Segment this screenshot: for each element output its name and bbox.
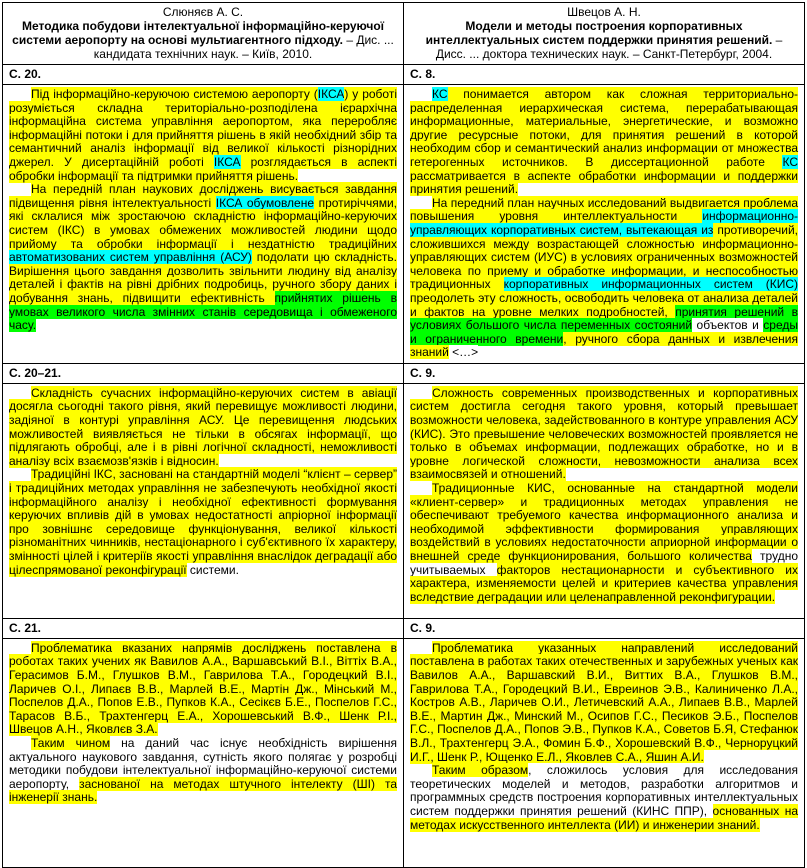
highlight-yellow: Традиційні ІКС, засновані на стандартній моделі “клієнт – сервер” і традиційних методах управління не забезпечують необхідної якості інформаційного аналізу і необхідної ефективності формування керуючих впливів дій в умовах недостатності апріорної інформації про зовнішнє середовище функціонування, великої кількості різноманітних чинників, нестаціонарного і суб'єктивного їх характеру, змінності цілей і критеріїв якості управління внаслідок деградації або цілеспрямованої реконфігурації [9, 467, 397, 577]
highlight-yellow: Складність сучасних інформаційно-керуючих систем в авіації досягла сьогодні такого рівня, який перевищує можливості людини, задіяної в контурі управління АСУ. Це перевищення людських можливостей виявляється не тільки в обсягах інформації, що підлягають обробці, але і в рівні логічної складності, неможливості аналізу всіх взаємозв'язків і відносин. [9, 385, 397, 468]
highlight-yellow: протиріччями, які склалися між зростаючою складністю інформаційно-керуючих систем (ІКС) в умовах обмежених можливостей людини щодо прийому та обробки інформації і нездатністю традиційних [9, 195, 397, 251]
paragraph [410, 387, 798, 482]
highlight-yellow: Проблематика вказаних напрямів досліджень поставлена в роботах таких учених як Вавилов А.А., Варшавський В.І., Віттіх В.А., Герасимов Б.М., Глушков В.М., Гаврилова Т.А., Городецкий В.І., Ларичев О.І., Липаєв В.В., Марлей В.Е., Мартін Дж., Мінський М., Поспелов Д.А., Попов Е.В., Пупков К.А., Сесікєв Б.Е., Поспелов Г.С., Тарасов В.Б., Трахтенгерц Е.А., Хорошевський В.Ф., Шенк Р.І., Швецов А.Н., Яковлєв З.А. [9, 640, 397, 737]
right-page-ref: С. 9. [404, 618, 805, 638]
paragraph [410, 197, 798, 360]
paragraph [9, 468, 397, 577]
plain-text: <…> [448, 345, 479, 360]
highlight-cyan: информационно-управляющих корпоративных систем, вытекающая из [410, 209, 798, 237]
left-title: Методика побудови інтелектуальної інформаційно-керуючої системи аеропорту на основі мультиагентного підходу. [12, 19, 385, 47]
highlight-yellow: Сложность современных производственных и корпоративных систем достигла сегодня такого уровня, который превышает возможности человека, задействованного в контуре управления АСУ (КИС). Это превышение человеческих возможностей проявляется не только в объемах информации, подлежащих обработке, но и в уровне логической сложности, невозможности анализа всех взаимосвязей и отношений. [410, 385, 798, 482]
highlight-yellow: факторов нестационарности и субъективного их характера, изменяемости целей и критериев качества управления вследствие деградации или целенаправленной реконфигурации. [410, 562, 799, 604]
highlight-cyan: ІКСА обумовлене [215, 195, 315, 210]
highlight-yellow: Під інформаційно-керуючою системою аеропорту ( [31, 87, 318, 101]
highlight-yellow: На передний план научных исследований выдвигается проблема повышения уровня интеллектуальности [410, 195, 798, 224]
page-ref-row [3, 618, 805, 638]
plain-text: системи. [186, 562, 239, 577]
left-page-ref: С. 20. [3, 65, 404, 85]
plain-text: объектов и [692, 318, 764, 333]
highlight-yellow: На передній план наукових досліджень висувається завдання підвищення рівня інтелектуальності [9, 182, 397, 210]
text-row [3, 85, 805, 364]
paragraph [410, 764, 798, 832]
left-source: – Дис. ... кандидата технічних наук. – Київ, 2010. [93, 33, 394, 61]
highlight-cyan: ІКСА [213, 154, 241, 169]
left-page-ref: С. 21. [3, 618, 404, 638]
highlight-cyan: КС [432, 87, 448, 101]
right-text-cell [404, 383, 805, 618]
left-text-cell [3, 638, 404, 867]
highlight-yellow: Проблематика указанных направлений исследований поставлена в работах таких отечественных и зарубежных ученых как Вавилов А.А., Варшавский В.И., Виттих В.А., Глушков В.М., Гаврилова Т.А., Городецкий В.И., Евреинов Э.В., Калиниченко Л.А., Костров А.В., Ларичев О.И., Летичевский А.А., Липаев В.В., Марлей В.Е., Мартин Дж., Минский М., Осипов Г.С., Песиков Э.Б., Поспелов Г.С., Поспелов Д.А., Попов Э.В., Пупков К.А., Советов Б.Я, Стефанюк В.Л., Трахтенгерц Э.А., Фомин Б.Ф., Хорошевский В.Ф., Черноруцкий И.Г., Шенк Р., Ющенко Е.Л., Яковлев С.А., Яшин А.И. [410, 640, 798, 764]
highlight-yellow: рассматривается в аспекте обработки информации и поддержки принятия решений. [410, 168, 798, 197]
highlight-cyan: КС [782, 154, 798, 169]
highlight-yellow: противоречий, сложившихся между возрастающей сложностью информационно-управляющих систем (ИУС) в условиях ограниченных возможностей человека по приему и обработке информации, и неспособностью традиционных [410, 222, 798, 292]
comparison-table [2, 2, 805, 868]
highlight-green: прийнятих рішень в умовах великого числа змінних станів середовища і обмеженого часу. [9, 290, 398, 333]
right-page-ref: С. 8. [404, 65, 805, 85]
highlight-yellow: ) у роботі розуміється складна територіально-розподілена ієрархічна інформаційна система управління аеропортом, яка переробляє інформаційні потоки і для прийняття рішень в якій необхідний збір та семантичний аналіз інформації від великої кількості різнорідних джерел. У дисертаційній роботі [9, 87, 397, 169]
paragraph [9, 737, 397, 805]
right-title: Модели и методы построения корпоративных интеллектуальных систем поддержки принятия решений. [425, 19, 773, 47]
paragraph [9, 88, 397, 183]
left-header-cell [3, 3, 404, 65]
right-source: – Дисс. ... доктора технических наук. – Санкт-Петербург, 2004. [435, 33, 783, 61]
left-text-cell [3, 383, 404, 618]
highlight-cyan: ІКСА [317, 87, 345, 101]
right-text-cell [404, 638, 805, 867]
highlight-yellow: , ручного сбора данных и извлечения знаний [410, 331, 798, 360]
highlight-cyan: корпоративных информационных систем (КИС) [503, 277, 798, 292]
highlight-green: принятия решений в условиях большого числа переменных состояний [410, 304, 798, 333]
page-ref-row [3, 363, 805, 383]
paragraph [9, 642, 397, 737]
paragraph [410, 642, 798, 764]
header-row [3, 3, 805, 65]
right-author: Швецов А. Н. [567, 5, 641, 19]
highlight-yellow: понимается автором как сложная территориально-распределенная иерархическая система, перерабатывающая информационные, материальные, энергетические, и возможно другие ресурсные потоки, для принятия решений в которой необходим сбор и семантический анализ информации от множества гетерогенных источников. В диссертационной работе [410, 87, 798, 169]
right-header-cell [404, 3, 805, 65]
left-page-ref: С. 20–21. [3, 363, 404, 383]
highlight-cyan: автоматизованих систем управління (АСУ) [9, 250, 252, 265]
highlight-yellow: основанных на методах искусственного интеллекта (ИИ) и инженерии знаний. [410, 804, 798, 832]
right-text-cell [404, 85, 805, 364]
highlight-yellow: подолати цю складність. Вирішення цього завдання дозволить звільнити людину від аналізу деталей і фактів на рівні дрібних подробиць, ручного збору даних і добування знань, підвищити ефективність [9, 250, 397, 305]
highlight-yellow: Таким образом [432, 763, 529, 778]
paragraph [410, 88, 798, 197]
right-page-ref: С. 9. [404, 363, 805, 383]
highlight-yellow: Традиционные КИС, основанные на стандартной модели «клиент-сервер» и традиционных методах управления не обеспечивают требуемого качества информационного анализа и необходимой эффективности формирования управляющих воздействий в условиях недостаточности априорной информации о внешней среде функционирования, большого количества [410, 481, 798, 563]
highlight-yellow: преодолеть эту сложность, освободить человека от анализа деталей и фактов на уровне мелких подробностей, [410, 290, 798, 319]
page-ref-row [3, 65, 805, 85]
paragraph [9, 183, 397, 333]
highlight-yellow: Таким чином [31, 736, 111, 751]
left-author: Слюняєв А. С. [162, 5, 244, 19]
plain-text: на даний час існує необхідність вирішення актуального наукового завдання, сутність якого полягає у розробці методики побудови інтелектуальної інформаційно-керуючої системи аеропорту, [9, 736, 397, 791]
text-row [3, 638, 805, 867]
plain-text: трудно учитываемых [410, 549, 798, 577]
text-row [3, 383, 805, 618]
highlight-yellow: заснованої на методах штучного інтелекту (ШІ) та інженерії знань. [9, 776, 398, 805]
highlight-green: среды и ограниченного времени [410, 318, 798, 346]
plain-text: , сложилось условия для исследования теоретических моделей и методов, разработки алгоритмов и программных средств построения корпоративных интеллектуальных систем поддержки принятия решений (КИНС ППР), [410, 763, 798, 818]
highlight-yellow: розглядається в аспекті обробки інформації та підтримки прийняття рішень. [9, 154, 397, 183]
paragraph [9, 387, 397, 469]
paragraph [410, 482, 798, 604]
left-text-cell [3, 85, 404, 364]
